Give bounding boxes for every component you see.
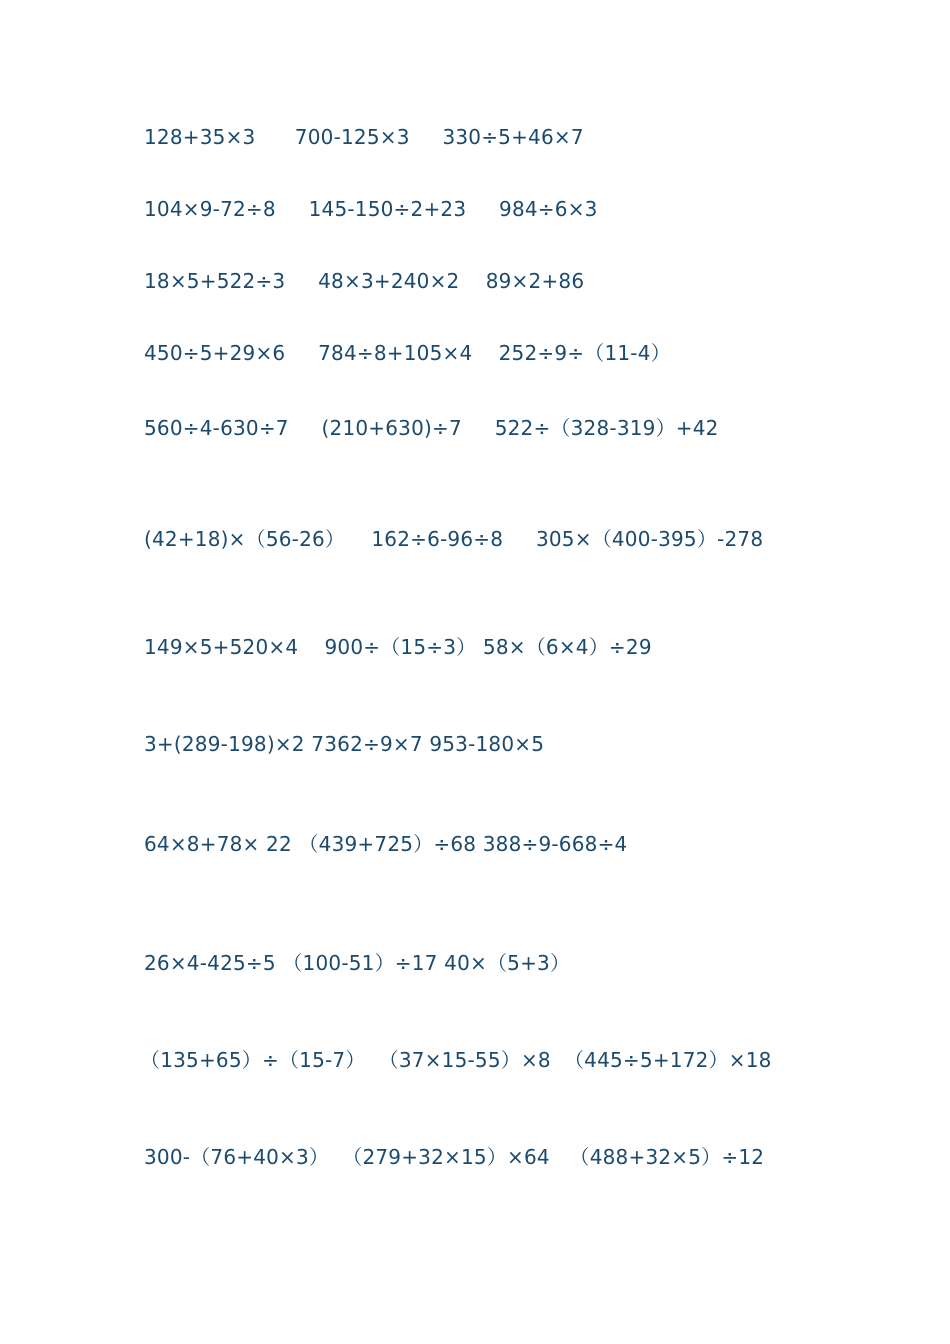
- problem-row-6: (42+18)×（56-26） 162÷6-96÷8 305×（400-395）-278: [144, 527, 764, 551]
- problem-row-8: 3+(289-198)×2 7362÷9×7 953-180×5: [144, 732, 545, 756]
- problem-row-9: 64×8+78× 22 （439+725）÷68 388÷9-668÷4: [144, 832, 628, 856]
- problem-row-4: 450÷5+29×6 784÷8+105×4 252÷9÷（11-4）: [144, 341, 671, 365]
- problem-row-5: 560÷4-630÷7 (210+630)÷7 522÷（328-319）+42: [144, 416, 719, 440]
- problem-row-10: 26×4-425÷5 （100-51）÷17 40×（5+3）: [144, 951, 571, 975]
- problem-row-1: 128+35×3 700-125×3 330÷5+46×7: [144, 125, 584, 149]
- problem-row-7: 149×5+520×4 900÷（15÷3） 58×（6×4）÷29: [144, 635, 652, 659]
- problem-row-2: 104×9-72÷8 145-150÷2+23 984÷6×3: [144, 197, 598, 221]
- problem-row-12: 300-（76+40×3） （279+32×15）×64 （488+32×5）÷12: [144, 1145, 765, 1169]
- problem-row-11: （135+65）÷（15-7） （37×15-55）×8 （445÷5+172）×18: [140, 1048, 772, 1072]
- problem-row-3: 18×5+522÷3 48×3+240×2 89×2+86: [144, 269, 585, 293]
